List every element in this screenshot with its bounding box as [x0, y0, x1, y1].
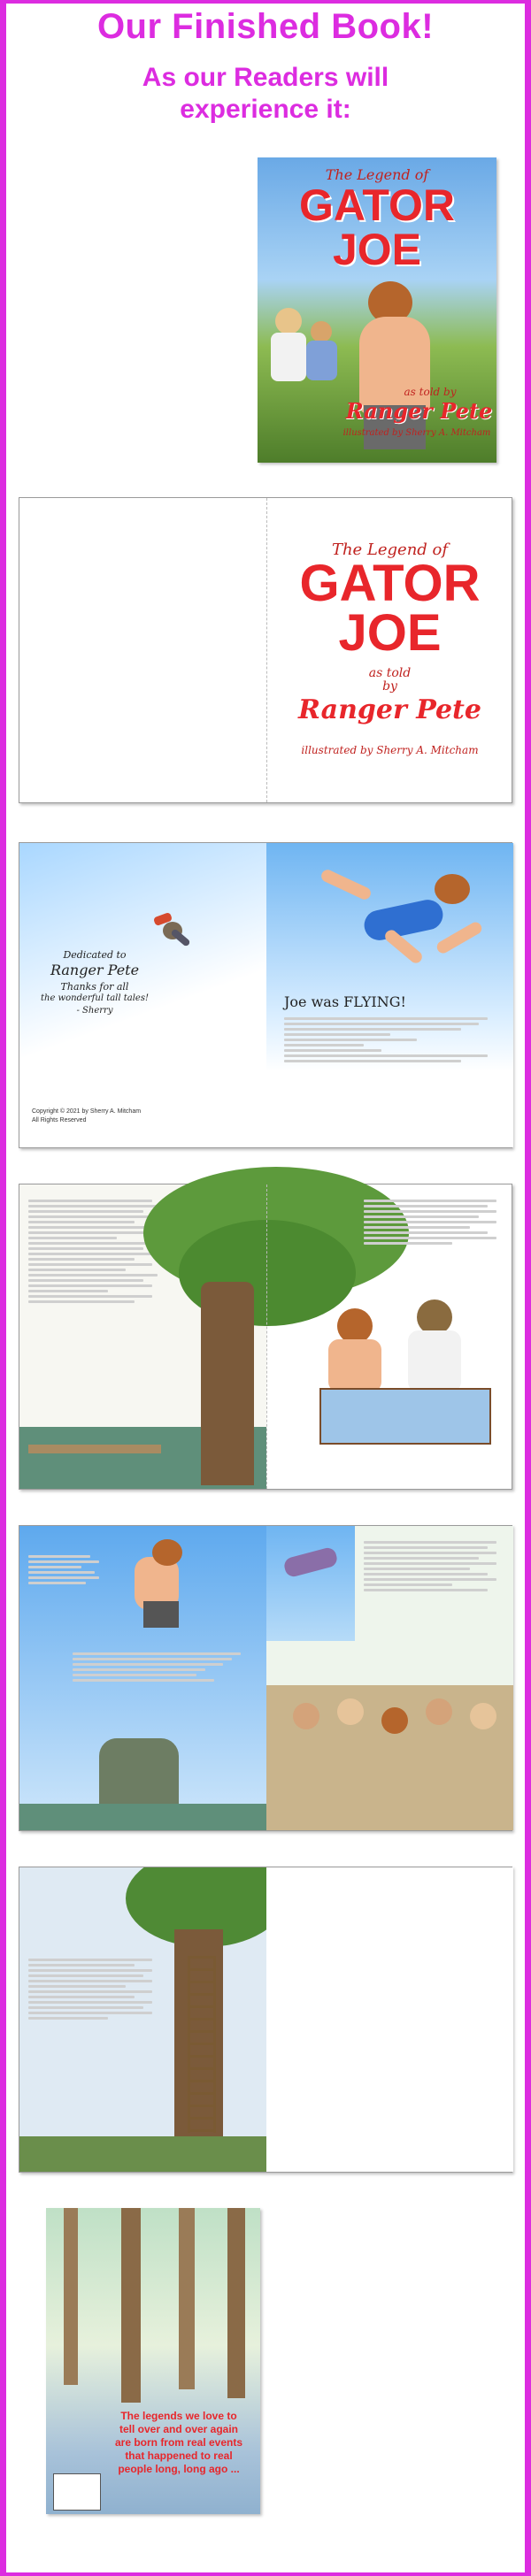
title-page-as-told: as told	[368, 666, 412, 680]
forest-floor	[19, 2136, 266, 2172]
title-page	[266, 498, 513, 802]
story-heading: Joe was FLYING!	[284, 993, 406, 1010]
cover-illustrator: illustrated by Sherry A. Mitcham	[342, 428, 491, 438]
closing-line-2: tell over and over again	[119, 2423, 239, 2435]
final-page	[46, 2208, 260, 2514]
page-subtitle	[0, 62, 531, 126]
spread-tree-ladder	[19, 1867, 512, 2173]
book-cover	[258, 157, 496, 463]
copyright-line-2: All Rights Reserved	[32, 1117, 87, 1123]
page-title: Our Finished Book!	[96, 7, 435, 46]
woodpecker-illustration	[152, 909, 189, 947]
closing-line-5: people long, long ago ...	[118, 2463, 240, 2475]
dedication-line-2: Ranger Pete	[50, 962, 140, 978]
spread-title-page	[19, 497, 512, 803]
closing-line-3: are born from real events	[114, 2436, 243, 2449]
closing-text	[99, 2410, 258, 2476]
gator-mouth-illustration	[99, 1738, 179, 1809]
dedication-line-5: - Sherry	[76, 1006, 113, 1016]
cypress-trunk	[64, 2208, 78, 2385]
cover-title-big-1: GATOR	[299, 180, 455, 230]
gator-illustration	[266, 1526, 355, 1641]
dock	[28, 1445, 161, 1453]
cover-author: Ranger Pete	[345, 398, 493, 424]
jump-page	[19, 1526, 266, 1830]
bedroom-illustration	[319, 1282, 488, 1459]
subtitle-line-2: experience it:	[180, 95, 351, 124]
cover-as-told-by: as told by	[404, 386, 457, 398]
cover-title-big-2: JOE	[332, 225, 422, 274]
flying-boy-illustration	[302, 870, 488, 976]
crowd-illustration	[266, 1685, 513, 1830]
cover-title-small: The Legend of	[325, 166, 429, 183]
bedroom-page	[266, 1184, 513, 1489]
closing-line-1: The legends we love to	[120, 2410, 237, 2422]
title-page-big-1: GATOR	[299, 555, 481, 612]
dedication-page	[19, 843, 266, 1147]
story-text-block	[73, 1650, 250, 1684]
story-text-block	[364, 1197, 505, 1247]
story-text-block	[28, 1197, 161, 1306]
copyright-line-1: Copyright © 2021 by Sherry A. Mitcham	[32, 1108, 142, 1115]
title-page-illustrator: illustrated by Sherry A. Mitcham	[301, 744, 479, 756]
title-page-small: The Legend of	[331, 540, 449, 559]
closing-line-4: that happened to real	[125, 2450, 233, 2462]
barcode-box	[53, 2473, 101, 2511]
story-text-block	[28, 1956, 161, 2022]
crowd-page	[266, 1526, 513, 1830]
spread-tree-bedroom	[19, 1184, 512, 1490]
story-text-block	[28, 1552, 117, 1587]
cypress-trunk	[179, 2208, 195, 2389]
ladder	[188, 1956, 216, 2133]
cypress-trunk	[227, 2208, 245, 2398]
ladder-page	[19, 1867, 266, 2172]
tree-trunk	[201, 1282, 254, 1485]
story-text-block	[364, 1538, 505, 1594]
dedication-line-1: Dedicated to	[63, 949, 127, 961]
spread-jump-gator	[19, 1525, 512, 1831]
dedication-line-3: Thanks for all	[60, 981, 129, 993]
spread-dedication	[19, 842, 512, 1148]
falling-boy-illustration	[108, 1539, 214, 1637]
subtitle-line-1: As our Readers will	[142, 63, 389, 92]
blank-page	[266, 1867, 513, 2172]
flying-page	[266, 843, 513, 1147]
cypress-trunk	[121, 2208, 141, 2403]
title-page-big-2: JOE	[338, 604, 442, 662]
story-text-block	[284, 1015, 496, 1065]
title-page-author: Ranger Pete	[298, 694, 481, 725]
dedication-line-4: the wonderful tall tales!	[41, 993, 149, 1003]
title-page-by: by	[382, 679, 397, 694]
swamp-water	[19, 1804, 266, 1830]
